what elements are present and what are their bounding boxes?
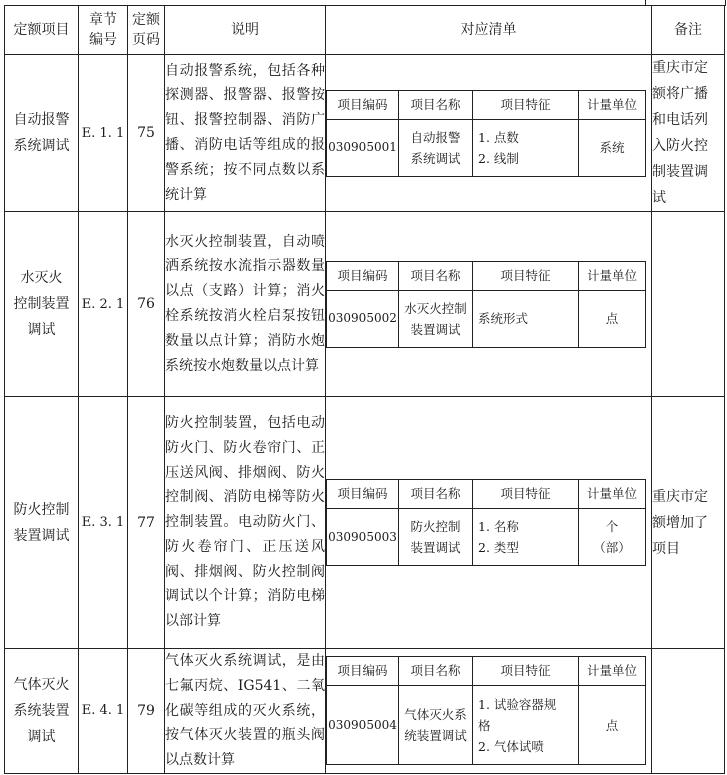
- header-page: 定额 页码: [128, 6, 165, 55]
- description: 自动报警系统，包括各种探测器、报警器、报警按钮、报警控制器、消防广播、消防电话等组成的报警系统；按不同点数以系统计算: [165, 55, 326, 212]
- bill-item-table: [326, 90, 646, 177]
- bill-feature: 1. 试验容器规 格 2. 气体试喷: [473, 686, 579, 765]
- bill-feature: 系统形式: [473, 290, 579, 347]
- header-row: [5, 6, 725, 55]
- item-name: 水灭火 控制装置 调试: [5, 212, 79, 397]
- remark: 重庆市定 额将广播 和电话列 入防火控 制装置调 试: [652, 55, 725, 212]
- page-number: 75: [128, 55, 165, 212]
- header-chapter: 章节 编号: [79, 6, 128, 55]
- table-row: [5, 397, 725, 649]
- inner-header-unit: 计量单位: [579, 90, 646, 119]
- page-number: 79: [128, 649, 165, 774]
- inner-header-feature: 项目特征: [473, 657, 579, 686]
- table-row: [5, 55, 725, 212]
- item-name: 气体灭火 系统装置 调试: [5, 649, 79, 774]
- inner-header-unit: 计量单位: [579, 657, 646, 686]
- header-desc: 说明: [165, 6, 326, 55]
- page-number: 76: [128, 212, 165, 397]
- inner-header-feature: 项目特征: [473, 261, 579, 290]
- table-row: [5, 212, 725, 397]
- inner-header-name: 项目名称: [399, 90, 473, 119]
- inner-header-name: 项目名称: [399, 480, 473, 509]
- table-row: [5, 649, 725, 774]
- chapter-number: E. 2. 1: [79, 212, 128, 397]
- remark: 重庆市定 额增加了 项目: [652, 397, 725, 649]
- inner-header-name: 项目名称: [399, 657, 473, 686]
- bill-code: 030905002: [327, 290, 399, 347]
- remark: [652, 649, 725, 774]
- bill-unit: 点: [579, 686, 646, 765]
- bill-code: 030905004: [327, 686, 399, 765]
- chapter-number: E. 1. 1: [79, 55, 128, 212]
- description: 水灭火控制装置，自动喷洒系统按水流指示器数量以点（支路）计算；消火栓系统按消火栓启泵按钮数量以点计算；消防水炮系统按水炮数量以点计算: [165, 212, 326, 397]
- inner-header-code: 项目编码: [327, 657, 399, 686]
- bill-item-table: [326, 656, 646, 765]
- chapter-number: E. 3. 1: [79, 397, 128, 649]
- bill-feature: 1. 点数 2. 线制: [473, 119, 579, 176]
- item-name: 自动报警 系统调试: [5, 55, 79, 212]
- bill-feature: 1. 名称 2. 类型: [473, 509, 579, 566]
- bill-name: 自动报警 系统调试: [399, 119, 473, 176]
- list-cell: [326, 649, 652, 774]
- bill-item-table: [326, 261, 646, 348]
- bill-unit: 点: [579, 290, 646, 347]
- inner-header-code: 项目编码: [327, 90, 399, 119]
- header-list: 对应清单: [326, 6, 652, 55]
- inner-header-code: 项目编码: [327, 261, 399, 290]
- bill-unit: 个 （部）: [579, 509, 646, 566]
- bill-name: 水灭火控制 装置调试: [399, 290, 473, 347]
- quota-comparison-table: [4, 5, 725, 774]
- bill-item-table: [326, 479, 646, 566]
- header-item: 定额项目: [5, 6, 79, 55]
- inner-header-name: 项目名称: [399, 261, 473, 290]
- inner-header-feature: 项目特征: [473, 480, 579, 509]
- bill-unit: 系统: [579, 119, 646, 176]
- inner-header-feature: 项目特征: [473, 90, 579, 119]
- bill-code: 030905003: [327, 509, 399, 566]
- bill-name: 气体灭火系 统装置调试: [399, 686, 473, 765]
- inner-header-unit: 计量单位: [579, 480, 646, 509]
- bill-code: 030905001: [327, 119, 399, 176]
- inner-header-code: 项目编码: [327, 480, 399, 509]
- description: 气体灭火系统调试，是由七氟丙烷、IG541、二氧化碳等组成的灭火系统，按气体灭火装置的瓶头阀以点数计算: [165, 649, 326, 774]
- list-cell: [326, 397, 652, 649]
- bill-name: 防火控制 装置调试: [399, 509, 473, 566]
- inner-header-unit: 计量单位: [579, 261, 646, 290]
- remark: [652, 212, 725, 397]
- list-cell: [326, 212, 652, 397]
- header-remark: 备注: [652, 6, 725, 55]
- list-cell: [326, 55, 652, 212]
- description: 防火控制装置，包括电动防火门、防火卷帘门、正压送风阀、排烟阀、防火控制阀、消防电梯等防火控制装置。电动防火门、防火卷帘门、正压送风阀、排烟阀、防火控制阀调试以个计算；消防电梯以部计算: [165, 397, 326, 649]
- chapter-number: E. 4. 1: [79, 649, 128, 774]
- page-number: 77: [128, 397, 165, 649]
- item-name: 防火控制 装置调试: [5, 397, 79, 649]
